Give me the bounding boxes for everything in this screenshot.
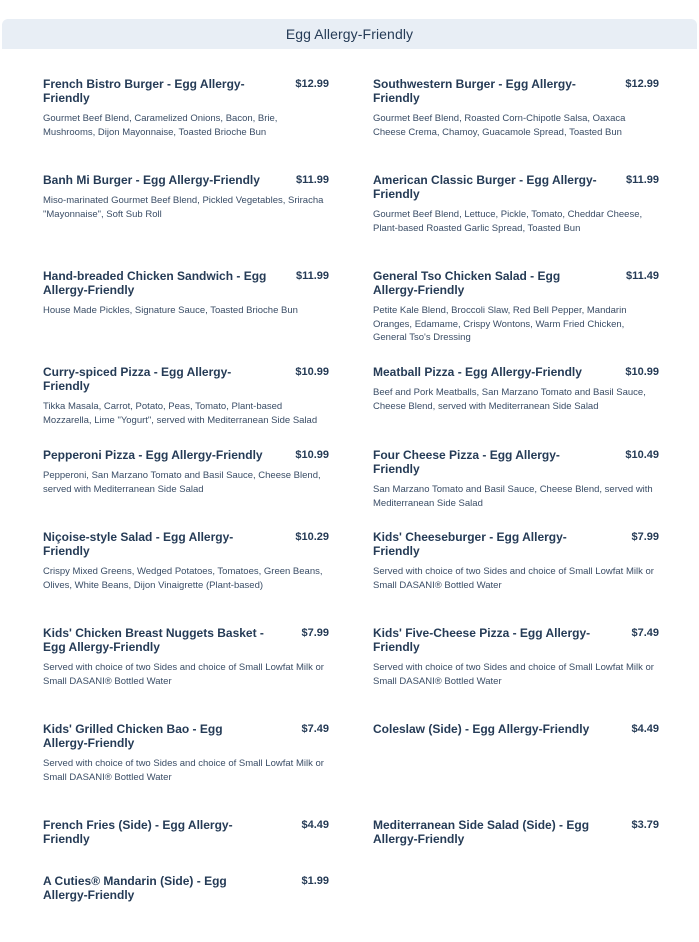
item-price: $10.99 bbox=[625, 366, 659, 378]
menu-item-american-classic-burger[interactable] bbox=[373, 173, 659, 235]
item-name: French Bistro Burger - Egg Allergy-Friendly bbox=[43, 77, 245, 105]
item-price: $10.29 bbox=[295, 531, 329, 543]
item-price: $4.49 bbox=[631, 723, 659, 735]
item-name: Banh Mi Burger - Egg Allergy-Friendly bbox=[43, 173, 260, 187]
item-name: A Cuties® Mandarin (Side) - Egg Allergy-Friendly bbox=[43, 874, 227, 902]
item-name: Southwestern Burger - Egg Allergy-Friendly bbox=[373, 77, 576, 105]
item-name: French Fries (Side) - Egg Allergy-Friendly bbox=[43, 818, 233, 846]
item-price: $1.99 bbox=[301, 875, 329, 887]
menu-item-general-tso-salad[interactable] bbox=[373, 269, 659, 345]
item-price: $11.99 bbox=[625, 174, 659, 186]
item-price: $10.49 bbox=[625, 449, 659, 461]
item-name: Kids' Five-Cheese Pizza - Egg Allergy-Friendly bbox=[373, 626, 591, 654]
section-title: Egg Allergy-Friendly bbox=[285, 26, 414, 42]
item-name: Mediterranean Side Salad (Side) - Egg Allergy-Friendly bbox=[373, 818, 590, 846]
item-description: House Made Pickles, Signature Sauce, Toasted Brioche Bun bbox=[43, 305, 298, 316]
item-price: $12.99 bbox=[625, 78, 659, 90]
item-description: Served with choice of two Sides and choice of Small Lowfat Milk or Small DASANI® Bottled Water bbox=[373, 662, 654, 687]
item-price: $7.99 bbox=[301, 627, 329, 639]
menu-item-kids-cheeseburger[interactable] bbox=[373, 530, 659, 592]
item-price: $12.99 bbox=[295, 78, 329, 90]
item-price: $4.49 bbox=[301, 819, 329, 831]
item-name: Four Cheese Pizza - Egg Allergy-Friendly bbox=[373, 448, 560, 476]
item-price: $10.99 bbox=[295, 449, 329, 461]
menu-item-meatball-pizza[interactable] bbox=[373, 365, 659, 413]
item-name: Curry-spiced Pizza - Egg Allergy-Friendly bbox=[43, 365, 232, 393]
item-description: Crispy Mixed Greens, Wedged Potatoes, Tomatoes, Green Beans, Olives, White Beans, Dijon Vinaigrette (Plant-based) bbox=[43, 566, 323, 591]
item-name: American Classic Burger - Egg Allergy-Friendly bbox=[373, 173, 597, 201]
menu-item-mediterranean-side-salad[interactable] bbox=[373, 818, 659, 846]
item-price: $11.99 bbox=[295, 174, 329, 186]
menu-item-four-cheese-pizza[interactable] bbox=[373, 448, 659, 510]
menu-item-coleslaw[interactable] bbox=[373, 722, 659, 736]
item-description: Miso-marinated Gourmet Beef Blend, Pickled Vegetables, Sriracha "Mayonnaise", Soft Sub Roll bbox=[43, 195, 324, 220]
item-description: Served with choice of two Sides and choice of Small Lowfat Milk or Small DASANI® Bottled Water bbox=[43, 758, 324, 783]
menu-item-nicoise-salad[interactable] bbox=[43, 530, 329, 592]
item-name: Coleslaw (Side) - Egg Allergy-Friendly bbox=[373, 722, 590, 736]
item-name: Kids' Grilled Chicken Bao - Egg Allergy-Friendly bbox=[43, 722, 223, 750]
item-description: Beef and Pork Meatballs, San Marzano Tomato and Basil Sauce, Cheese Blend, served with Mediterranean Side Salad bbox=[373, 387, 646, 412]
item-price: $7.49 bbox=[631, 627, 659, 639]
menu-item-banh-mi-burger[interactable] bbox=[43, 173, 329, 221]
item-name: Niçoise-style Salad - Egg Allergy-Friendly bbox=[43, 530, 234, 558]
item-name: Hand-breaded Chicken Sandwich - Egg Allergy-Friendly bbox=[43, 269, 267, 297]
menu-item-curry-spiced-pizza[interactable] bbox=[43, 365, 329, 427]
item-description: Petite Kale Blend, Broccoli Slaw, Red Bell Pepper, Mandarin Oranges, Edamame, Crispy Wontons, Warm Fried Chicken, General Tso's Dressing bbox=[373, 305, 627, 343]
item-price: $7.99 bbox=[631, 531, 659, 543]
menu-item-cuties-mandarin[interactable] bbox=[43, 874, 329, 902]
menu-item-french-fries[interactable] bbox=[43, 818, 329, 846]
menu-item-kids-chicken-bao[interactable] bbox=[43, 722, 329, 784]
item-price: $3.79 bbox=[631, 819, 659, 831]
item-price: $7.49 bbox=[301, 723, 329, 735]
item-name: Pepperoni Pizza - Egg Allergy-Friendly bbox=[43, 448, 263, 462]
item-description: Gourmet Beef Blend, Lettuce, Pickle, Tomato, Cheddar Cheese, Plant-based Roasted Garlic Spread, Toasted Bun bbox=[373, 209, 643, 234]
item-name: Meatball Pizza - Egg Allergy-Friendly bbox=[373, 365, 582, 379]
item-description: Gourmet Beef Blend, Caramelized Onions, Bacon, Brie, Mushrooms, Dijon Mayonnaise, Toasted Brioche Bun bbox=[43, 113, 278, 138]
item-price: $11.49 bbox=[625, 270, 659, 282]
item-price: $10.99 bbox=[295, 366, 329, 378]
item-price: $11.99 bbox=[295, 270, 329, 282]
menu-item-kids-chicken-nuggets[interactable] bbox=[43, 626, 329, 688]
item-description: Pepperoni, San Marzano Tomato and Basil Sauce, Cheese Blend, served with Mediterranean Side Salad bbox=[43, 470, 321, 495]
menu-item-southwestern-burger[interactable] bbox=[373, 77, 659, 139]
menu-item-chicken-sandwich[interactable] bbox=[43, 269, 329, 318]
item-description: Tikka Masala, Carrot, Potato, Peas, Tomato, Plant-based Mozzarella, Lime "Yogurt", served with Mediterranean Side Salad bbox=[43, 401, 318, 426]
item-description: San Marzano Tomato and Basil Sauce, Cheese Blend, served with Mediterranean Side Salad bbox=[373, 484, 653, 509]
item-description: Served with choice of two Sides and choice of Small Lowfat Milk or Small DASANI® Bottled Water bbox=[43, 662, 324, 687]
menu-item-french-bistro-burger[interactable] bbox=[43, 77, 329, 139]
section-header bbox=[2, 19, 697, 49]
item-name: Kids' Chicken Breast Nuggets Basket - Egg Allergy-Friendly bbox=[43, 626, 264, 654]
item-name: Kids' Cheeseburger - Egg Allergy-Friendly bbox=[373, 530, 567, 558]
menu-item-pepperoni-pizza[interactable] bbox=[43, 448, 329, 496]
item-description: Gourmet Beef Blend, Roasted Corn-Chipotle Salsa, Oaxaca Cheese Crema, Chamoy, Guacamole Spread, Toasted Bun bbox=[373, 113, 626, 138]
menu-item-kids-five-cheese-pizza[interactable] bbox=[373, 626, 659, 688]
item-name: General Tso Chicken Salad - Egg Allergy-Friendly bbox=[373, 269, 561, 297]
item-description: Served with choice of two Sides and choice of Small Lowfat Milk or Small DASANI® Bottled Water bbox=[373, 566, 654, 591]
